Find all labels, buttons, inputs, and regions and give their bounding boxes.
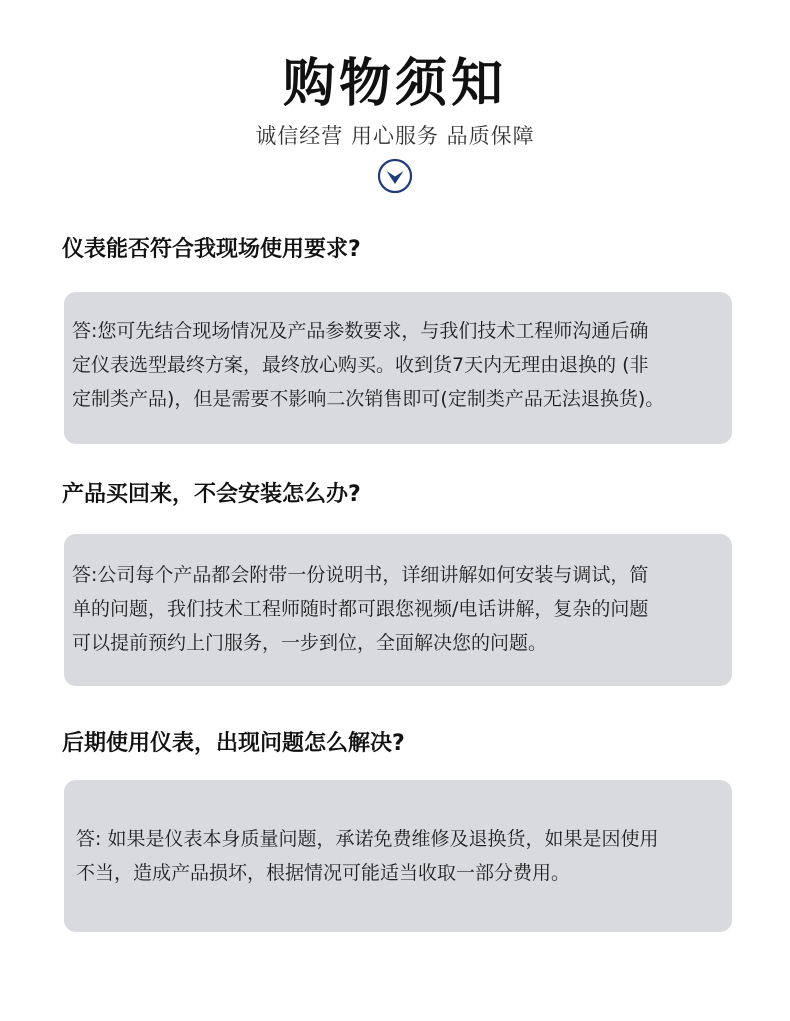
faq-answer xyxy=(72,314,728,416)
faq-answer-box xyxy=(64,534,732,686)
page-title: 购物须知 xyxy=(282,54,507,114)
faq-question: 后期使用仪表，出现问题怎么解决? xyxy=(62,731,405,756)
faq-answer-box xyxy=(64,780,732,932)
faq-question: 仪表能否符合我现场使用要求? xyxy=(62,237,361,262)
faq-answer xyxy=(76,822,728,890)
answer-line: 答:您可先结合现场情况及产品参数要求，与我们技术工程师沟通后确 xyxy=(72,320,649,342)
faq-answer xyxy=(72,558,728,660)
page-subtitle: 诚信经营 用心服务 品质保障 xyxy=(255,124,535,148)
answer-line: 定制类产品)，但是需要不影响二次销售即可(定制类产品无法退换货)。 xyxy=(72,388,665,410)
answer-line: 定仪表选型最终方案，最终放心购买。收到货7天内无理由退换的 (非 xyxy=(72,354,649,376)
page-header xyxy=(0,52,790,150)
answer-line: 答: 如果是仪表本身质量问题，承诺免费维修及退换货，如果是因使用 xyxy=(76,828,659,850)
faq-question: 产品买回来，不会安装怎么办? xyxy=(62,482,361,507)
answer-line: 不当，造成产品损坏，根据情况可能适当收取一部分费用。 xyxy=(76,862,571,884)
answer-line: 单的问题，我们技术工程师随时都可跟您视频/电话讲解，复杂的问题 xyxy=(72,598,649,620)
faq-answer-box xyxy=(64,292,732,444)
answer-line: 答:公司每个产品都会附带一份说明书，详细讲解如何安装与调试，简 xyxy=(72,564,649,586)
chevron-down-circle-icon xyxy=(377,158,413,194)
answer-line: 可以提前预约上门服务，一步到位，全面解决您的问题。 xyxy=(72,632,548,654)
